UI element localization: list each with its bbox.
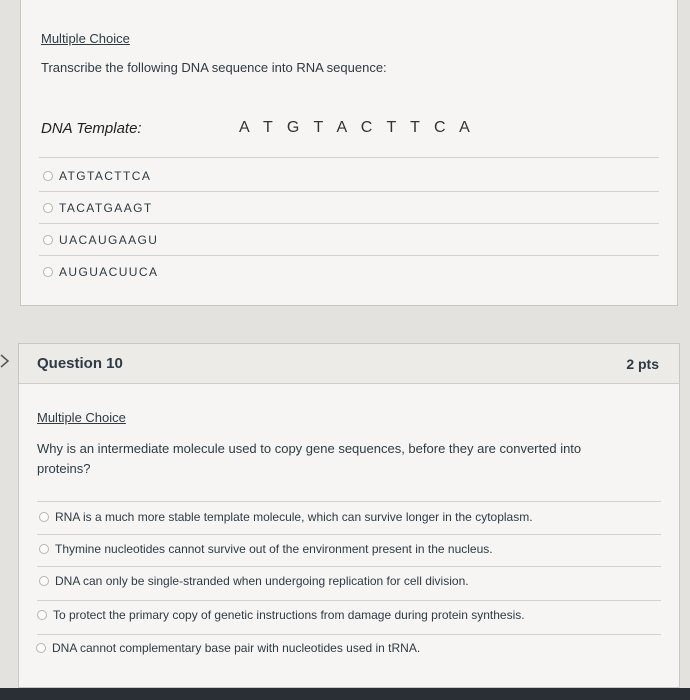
answer-label: TACATGAAGT xyxy=(59,201,153,215)
radio-button[interactable] xyxy=(43,171,53,181)
answer-option[interactable] xyxy=(36,641,420,655)
answer-label: Thymine nucleotides cannot survive out of the environment present in the nucleus. xyxy=(55,542,493,556)
answer-option[interactable] xyxy=(39,510,533,524)
answer-label: ATGTACTTCA xyxy=(59,169,152,183)
radio-button[interactable] xyxy=(43,203,53,213)
radio-button[interactable] xyxy=(43,235,53,245)
answer-label: UACAUGAAGU xyxy=(59,233,159,247)
divider xyxy=(37,634,661,635)
radio-button[interactable] xyxy=(37,610,47,620)
divider xyxy=(37,534,661,535)
divider xyxy=(39,255,659,256)
answer-label: RNA is a much more stable template molecule, which can survive longer in the cytoplasm. xyxy=(55,510,533,524)
answer-option[interactable] xyxy=(43,201,153,215)
bottom-bar xyxy=(0,688,690,700)
answer-option[interactable] xyxy=(39,574,469,588)
question-header xyxy=(19,344,679,384)
radio-button[interactable] xyxy=(39,544,49,554)
answer-option[interactable] xyxy=(37,608,525,622)
radio-button[interactable] xyxy=(39,512,49,522)
question-title: Question 10 xyxy=(37,355,123,372)
answer-option[interactable] xyxy=(43,169,151,183)
radio-button[interactable] xyxy=(39,576,49,586)
dna-sequence: A T G T A C T T C A xyxy=(239,119,475,136)
question-prompt: Transcribe the following DNA sequence into RNA sequence: xyxy=(41,60,387,75)
question-type-label: Multiple Choice xyxy=(37,410,126,425)
divider xyxy=(37,501,661,502)
radio-button[interactable] xyxy=(36,643,46,653)
question-prompt: Why is an intermediate molecule used to copy gene sequences, before they are converted into proteins? xyxy=(37,441,582,476)
divider xyxy=(37,566,661,567)
previous-question-card xyxy=(20,0,678,306)
answer-label: To protect the primary copy of genetic instructions from damage during protein synthesis. xyxy=(53,608,525,622)
answer-option[interactable] xyxy=(43,233,158,247)
answer-option[interactable] xyxy=(39,542,493,556)
current-question-arrow-icon xyxy=(0,354,10,368)
answer-label: DNA can only be single-stranded when undergoing replication for cell division. xyxy=(55,574,469,588)
divider xyxy=(39,157,659,158)
question-card xyxy=(18,343,680,688)
dna-template-label: DNA Template: xyxy=(41,120,142,137)
answer-label: AUGUACUUCA xyxy=(59,265,159,279)
answer-option[interactable] xyxy=(43,265,158,279)
question-type-label: Multiple Choice xyxy=(41,31,130,46)
divider xyxy=(37,600,661,601)
divider xyxy=(39,223,659,224)
question-points: 2 pts xyxy=(626,356,659,372)
answer-label: DNA cannot complementary base pair with nucleotides used in tRNA. xyxy=(52,641,421,655)
radio-button[interactable] xyxy=(43,267,53,277)
divider xyxy=(39,191,659,192)
